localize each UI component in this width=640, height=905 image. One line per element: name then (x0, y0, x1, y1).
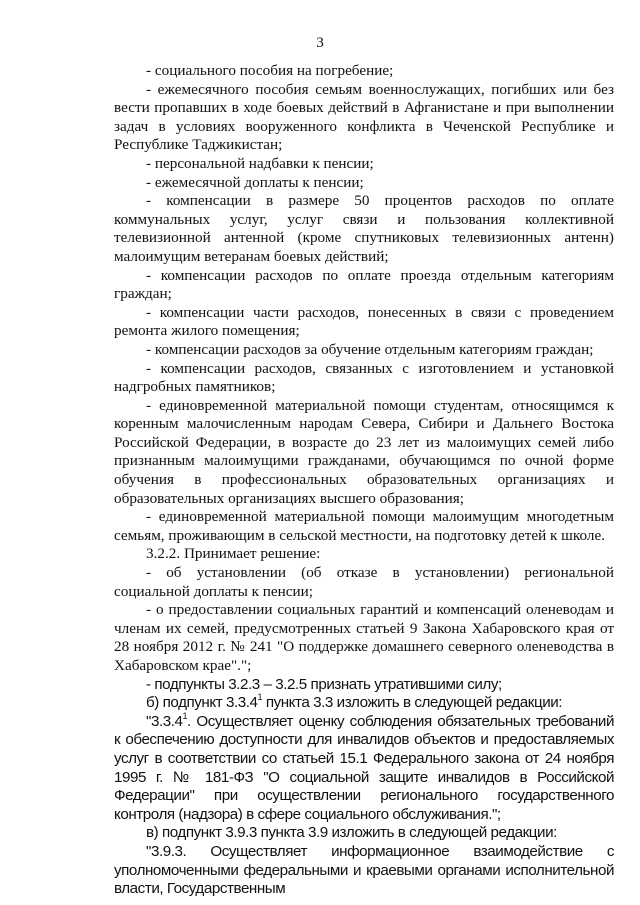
paragraph (114, 824, 614, 843)
paragraph: - компенсации расходов, связанных с изготовлением и установкой надгробных памятников; (114, 359, 614, 396)
paragraph: - ежемесячного пособия семьям военнослужащих, погибших или без вести пропавших в ходе боевых действий в Афганистане и при выполнении задач в условиях вооруженного конфликта в Чеченской Республике и Республике Таджикистан; (114, 80, 614, 154)
paragraph-text: в) подпункт 3.9.3 пункта 3.9 изложить в следующей редакции: (146, 824, 557, 842)
paragraph: - компенсации расходов за обучение отдельным категориям граждан; (146, 340, 594, 358)
paragraph-text: - подпункты 3.2.3 – 3.2.5 признать утратившими силу; (146, 675, 502, 693)
paragraph: - персональной надбавки к пенсии; (146, 154, 374, 172)
paragraph-text: . Осуществляет оценку соблюдения обязательных требований к обеспечению доступности для инвалидов объектов и предоставляемых услуг в соответствии со статьей 15.1 Федерального закона от 24 ноября 1995 г. № 181-ФЗ "О социальной защите инвалидов в Российской Федерации" при осуществлении регионального государственного контроля (надзора) в сфере социального обслуживания."; (114, 712, 614, 823)
paragraph: - единовременной материальной помощи студентам, относящимся к коренным малочисленным народам Севера, Сибири и Дальнего Востока Российской Федерации, в возрасте до 23 лет из малоимущих семей либо признанным малоимущими гражданами, обучающимся по очной форме обучения в профессиональных образовательных организациях и образовательных организациях высшего образования; (114, 396, 614, 507)
paragraph (114, 710, 614, 825)
paragraph: - компенсации в размере 50 процентов расходов по оплате коммунальных услуг, услуг связи и пользования коллективной телевизионной антенной (кроме спутниковых телевизионных антенн) малоимущим ветеранам боевых действий; (114, 192, 614, 265)
paragraph: - компенсации расходов по оплате проезда отдельным категориям граждан; (114, 266, 614, 303)
paragraph: - компенсации части расходов, понесенных в связи с проведением ремонта жилого помещения; (114, 303, 614, 340)
paragraph-text: пункта 3.3 изложить в следующей редакции: (262, 694, 563, 712)
paragraph: - социального пособия на погребение; (146, 62, 394, 79)
superscript: 1 (182, 710, 188, 721)
page-number: 3 (316, 34, 324, 51)
paragraph (114, 676, 614, 695)
paragraph (114, 694, 614, 713)
paragraph-text: б) подпункт 3.3.4 (146, 694, 258, 712)
paragraph: - об установлении (об отказе в установлении) региональной социальной доплаты к пенсии; (114, 564, 614, 600)
superscript: 1 (257, 692, 263, 703)
paragraph-text: "3.3.4 (146, 712, 183, 730)
paragraph: - единовременной материальной помощи малоимущим многодетным семьям, проживающим в сельской местности, на подготовку детей к школе. (114, 508, 614, 544)
paragraph-text: "3.9.3. Осуществляет информационное взаимодействие с уполномоченными федеральными и краевыми органами исполнительной власти, Государственным (114, 842, 614, 898)
paragraph (114, 843, 614, 899)
paragraph: 3.2.2. Принимает решение: (146, 545, 321, 563)
document-body (114, 62, 614, 899)
paragraph: - о предоставлении социальных гарантий и компенсаций оленеводам и членам их семей, предусмотренных статьей 9 Закона Хабаровского края от 28 ноября 2012 г. № 241 "О поддержке домашнего северного оленеводства в Хабаровском крае"."; (114, 601, 614, 674)
paragraph: - ежемесячной доплаты к пенсии; (146, 173, 364, 191)
